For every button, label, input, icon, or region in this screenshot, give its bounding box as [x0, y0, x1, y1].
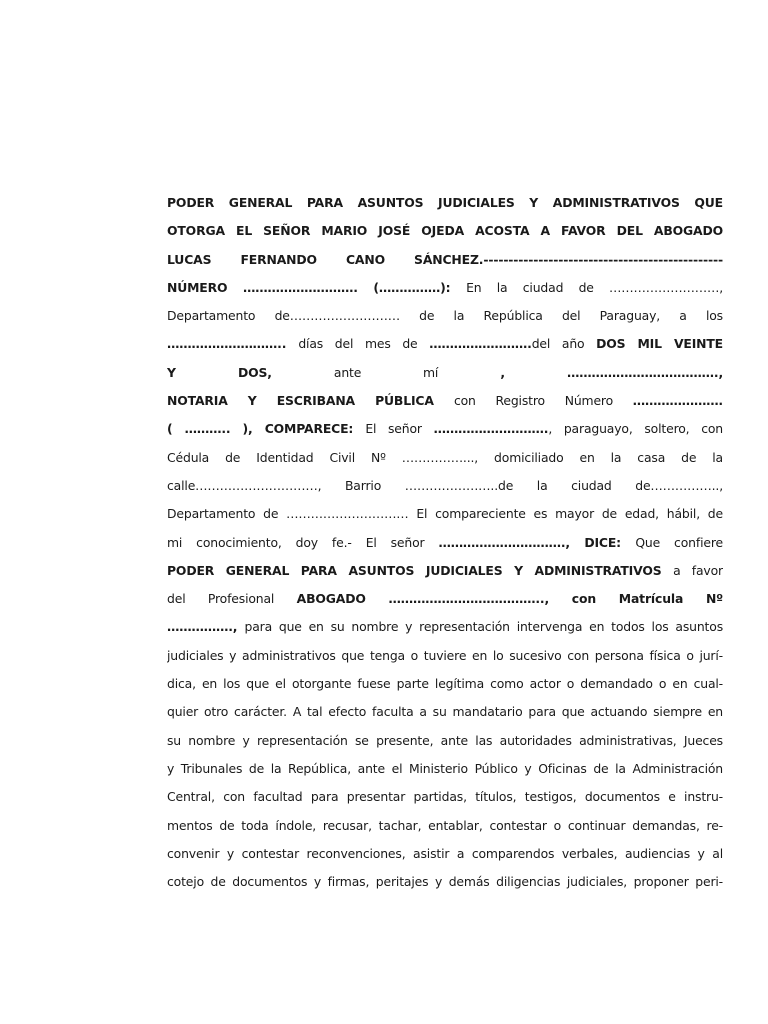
text-segment: días del mes de	[298, 336, 430, 352]
text-segment: judiciales y administrativos que tenga o tuviere en lo sucesivo con persona física o jurí-	[167, 647, 723, 663]
bold-text-segment: ……………………….	[433, 421, 549, 437]
text-segment: Cédula de Identidad Civil Nº ……………..., domiciliado en la casa de la	[167, 449, 723, 465]
document-line	[167, 500, 723, 528]
bold-text-segment: NOTARIA Y ESCRIBANA PÚBLICA	[167, 393, 454, 409]
text-segment: su nombre y representación se presente, ante las autoridades administrativas, Jueces	[167, 732, 723, 748]
document-body	[167, 189, 723, 896]
text-segment: mentos de toda índole, recusar, tachar, entablar, contestar o continuar demandas, re-	[167, 817, 723, 833]
text-segment: quier otro carácter. A tal efecto faculta a su mandatario para que actuando siempre en	[167, 704, 723, 720]
bold-text-segment: Y DOS,	[167, 364, 334, 380]
document-line	[167, 359, 723, 387]
document-line	[167, 217, 723, 245]
bold-text-segment: ABOGADO ……………………………….., con Matrícula Nº	[296, 591, 723, 607]
text-segment: del año	[531, 336, 597, 352]
document-line	[167, 755, 723, 783]
document-line	[167, 330, 723, 358]
document-line	[167, 698, 723, 726]
bold-text-segment: ………………….	[632, 393, 723, 409]
bold-text-segment: LUCAS FERNANDO CANO SÁNCHEZ.------------------------------------------------	[167, 251, 723, 267]
text-segment: mi conocimiento, doy fe.- El señor	[167, 534, 439, 550]
text-segment: , paraguayo, soltero, con	[548, 421, 723, 437]
document-line	[167, 840, 723, 868]
document-line	[167, 868, 723, 896]
bold-text-segment: OTORGA EL SEÑOR MARIO JOSÉ OJEDA ACOSTA A FAVOR DEL ABOGADO	[167, 223, 723, 239]
bold-text-segment: ( ……….. ), COMPARECE:	[167, 421, 366, 437]
text-segment: Que confiere	[635, 534, 723, 550]
text-segment: convenir y contestar reconvenciones, asistir a comparendos verbales, audiencias y al	[167, 845, 723, 861]
text-segment: a favor	[673, 562, 723, 578]
document-line	[167, 444, 723, 472]
bold-text-segment: , ……………………………….,	[438, 364, 723, 380]
text-segment: ante mí	[333, 364, 439, 380]
document-line	[167, 783, 723, 811]
document-line	[167, 812, 723, 840]
bold-text-segment: PODER GENERAL PARA ASUNTOS JUDICIALES Y ADMINISTRATIVOS QUE	[167, 195, 723, 210]
bold-text-segment: PODER GENERAL PARA ASUNTOS JUDICIALES Y ADMINISTRATIVOS	[167, 562, 674, 578]
document-line	[167, 557, 723, 585]
text-segment: y Tribunales de la República, ante el Ministerio Público y Oficinas de la Administración	[167, 760, 723, 776]
document-line	[167, 302, 723, 330]
text-segment: dica, en los que el otorgante fuese parte legítima como actor o demandado o en cual-	[167, 676, 723, 692]
document-line	[167, 642, 723, 670]
document-line	[167, 670, 723, 698]
text-segment: con Registro Número	[453, 393, 633, 409]
document-line	[167, 189, 723, 217]
document-line	[167, 727, 723, 755]
bold-text-segment: …………………………., DICE:	[438, 534, 636, 550]
text-segment: del Profesional	[167, 591, 297, 607]
document-line	[167, 472, 723, 500]
text-segment: El señor	[365, 421, 434, 437]
bold-text-segment: DOS MIL VEINTE	[596, 336, 723, 352]
text-segment: Central, con facultad para presentar partidas, títulos, testigos, documentos e instru-	[167, 789, 723, 805]
text-segment: cotejo de documentos y firmas, peritajes y demás diligencias judiciales, proponer peri-	[167, 874, 723, 890]
bold-text-segment: NÚMERO ………………………. (……………):	[167, 279, 467, 295]
document-line	[167, 246, 723, 274]
document-line	[167, 613, 723, 641]
document-line	[167, 585, 723, 613]
bold-text-segment: ………………………..	[167, 336, 299, 352]
bold-text-segment: …………………….	[429, 336, 532, 352]
text-segment: Departamento de……………………… de la República del Paraguay, a los	[167, 308, 723, 324]
document-line	[167, 274, 723, 302]
document-line	[167, 529, 723, 557]
document-line	[167, 387, 723, 415]
text-segment: Departamento de ………………………… El compareciente es mayor de edad, hábil, de	[167, 506, 723, 522]
text-segment: calle…………………………, Barrio …………………..de la ciudad de……………..,	[167, 477, 723, 493]
document-line	[167, 415, 723, 443]
bold-text-segment: …………….,	[167, 619, 245, 635]
text-segment: En la ciudad de ………………………,	[466, 279, 723, 295]
text-segment: para que en su nombre y representación intervenga en todos los asuntos	[244, 619, 723, 635]
